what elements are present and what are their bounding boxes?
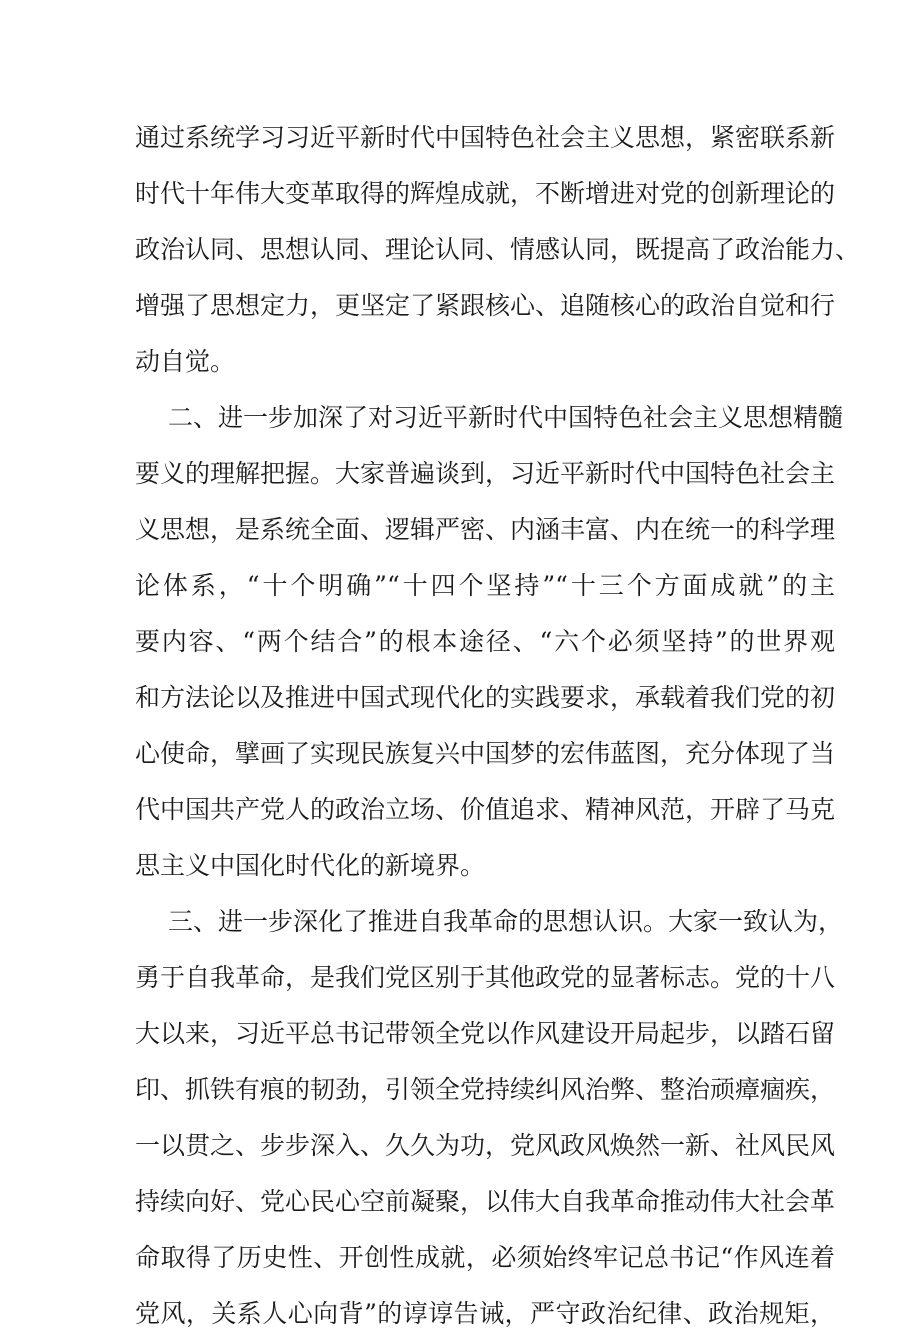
paragraph-line: 动自觉。 <box>135 347 236 376</box>
paragraph-line: 党风，关系人心向背”的谆谆告诫，严守政治纪律、政治规矩， <box>135 1299 835 1328</box>
paragraph-line: 印、抓铁有痕的韧劲，引领全党持续纠风治弊、整治顽瘴痼疾， <box>135 1075 836 1104</box>
paragraph-line: 思主义中国化时代化的新境界。 <box>135 851 486 880</box>
paragraph-line: 命取得了历史性、开创性成就，必须始终牢记总书记“作风连着 <box>135 1243 835 1272</box>
paragraph-3 <box>135 894 844 1342</box>
paragraph-line: 要义的理解把握。大家普遍谈到，习近平新时代中国特色社会主 <box>135 459 836 488</box>
paragraph-line: 和方法论以及推进中国式现代化的实践要求，承载着我们党的初 <box>135 683 836 712</box>
document-body <box>135 110 861 1342</box>
paragraph-line: 义思想，是系统全面、逻辑严密、内涵丰富、内在统一的科学理 <box>135 515 836 544</box>
paragraph-line: 三、进一步深化了推进自我革命的思想认识。大家一致认为， <box>168 907 844 936</box>
paragraph-line: 时代十年伟大变革取得的辉煌成就，不断增进对党的创新理论的 <box>135 179 836 208</box>
paragraph-line: 心使命，擘画了实现民族复兴中国梦的宏伟蓝图，充分体现了当 <box>135 739 836 768</box>
paragraph-line: 通过系统学习习近平新时代中国特色社会主义思想，紧密联系新 <box>135 123 836 152</box>
paragraph-line: 代中国共产党人的政治立场、价值追求、精神风范，开辟了马克 <box>135 795 836 824</box>
paragraph-line: 勇于自我革命，是我们党区别于其他政党的显著标志。党的十八 <box>135 963 836 992</box>
paragraph-2 <box>135 390 844 894</box>
paragraph-line: 要内容、“两个结合”的根本途径、“六个必须坚持”的世界观 <box>135 627 835 656</box>
paragraph-line: 增强了思想定力，更坚定了紧跟核心、追随核心的政治自觉和行 <box>135 291 836 320</box>
paragraph-line: 论体系，“十个明确”“十四个坚持”“十三个方面成就”的主 <box>135 571 835 600</box>
paragraph-line: 大以来，习近平总书记带领全党以作风建设开局起步，以踏石留 <box>135 1019 836 1048</box>
paragraph-line: 二、进一步加深了对习近平新时代中国特色社会主义思想精髓 <box>168 403 844 432</box>
paragraph-line: 政治认同、思想认同、理论认同、情感认同，既提高了政治能力、 <box>135 235 861 264</box>
paragraph-line: 一以贯之、步步深入、久久为功，党风政风焕然一新、社风民风 <box>135 1131 836 1160</box>
paragraph-line: 持续向好、党心民心空前凝聚，以伟大自我革命推动伟大社会革 <box>135 1187 836 1216</box>
paragraph-1 <box>135 110 861 390</box>
